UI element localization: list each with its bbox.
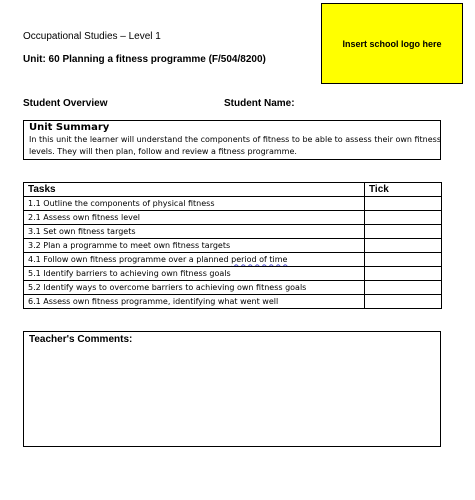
task-row: [24, 281, 442, 295]
task-row: [24, 295, 442, 309]
tick-cell[interactable]: [365, 253, 442, 267]
task-row: [24, 239, 442, 253]
unit-summary-box: [23, 120, 441, 160]
teacher-comments-title: Teacher's Comments:: [29, 334, 133, 345]
tick-cell[interactable]: [365, 211, 442, 225]
tick-cell[interactable]: [365, 295, 442, 309]
logo-placeholder-text: Insert school logo here: [342, 38, 442, 49]
tick-cell[interactable]: [365, 197, 442, 211]
school-logo-placeholder: [321, 3, 463, 84]
task-cell: 5.2 Identify ways to overcome barriers to achieving own fitness goals: [24, 281, 365, 295]
tick-column-header: Tick: [365, 183, 442, 197]
task-row: [24, 253, 442, 267]
course-title: Occupational Studies – Level 1: [23, 31, 161, 42]
task-cell: 5.1 Identify barriers to achieving own fitness goals: [24, 267, 365, 281]
unit-summary-text: In this unit the learner will understand the components of fitness to be able to assess their own fitness levels. They will then plan, follow and review a fitness programme.: [29, 135, 442, 156]
teacher-comments-box[interactable]: [23, 331, 441, 447]
unit-summary-title: Unit Summary: [29, 122, 110, 133]
unit-title: Unit: 60 Planning a fitness programme (F/504/8200): [23, 54, 266, 65]
student-overview-label: Student Overview: [23, 98, 108, 109]
tasks-header-row: [24, 183, 442, 197]
tasks-table: [23, 182, 442, 309]
student-name-label: Student Name:: [224, 98, 295, 109]
task-cell: 6.1 Assess own fitness programme, identifying what went well: [24, 295, 365, 309]
spellcheck-underline: period of time: [231, 254, 288, 264]
task-cell: 2.1 Assess own fitness level: [24, 211, 365, 225]
task-cell: 3.2 Plan a programme to meet own fitness targets: [24, 239, 365, 253]
task-row: [24, 211, 442, 225]
tick-cell[interactable]: [365, 225, 442, 239]
task-row: [24, 225, 442, 239]
tick-cell[interactable]: [365, 239, 442, 253]
task-cell: 3.1 Set own fitness targets: [24, 225, 365, 239]
task-row: [24, 197, 442, 211]
task-cell: 4.1 Follow own fitness programme over a planned period of time: [24, 253, 365, 267]
tasks-column-header: Tasks: [24, 183, 365, 197]
task-row: [24, 267, 442, 281]
tick-cell[interactable]: [365, 281, 442, 295]
task-cell: 1.1 Outline the components of physical fitness: [24, 197, 365, 211]
tick-cell[interactable]: [365, 267, 442, 281]
